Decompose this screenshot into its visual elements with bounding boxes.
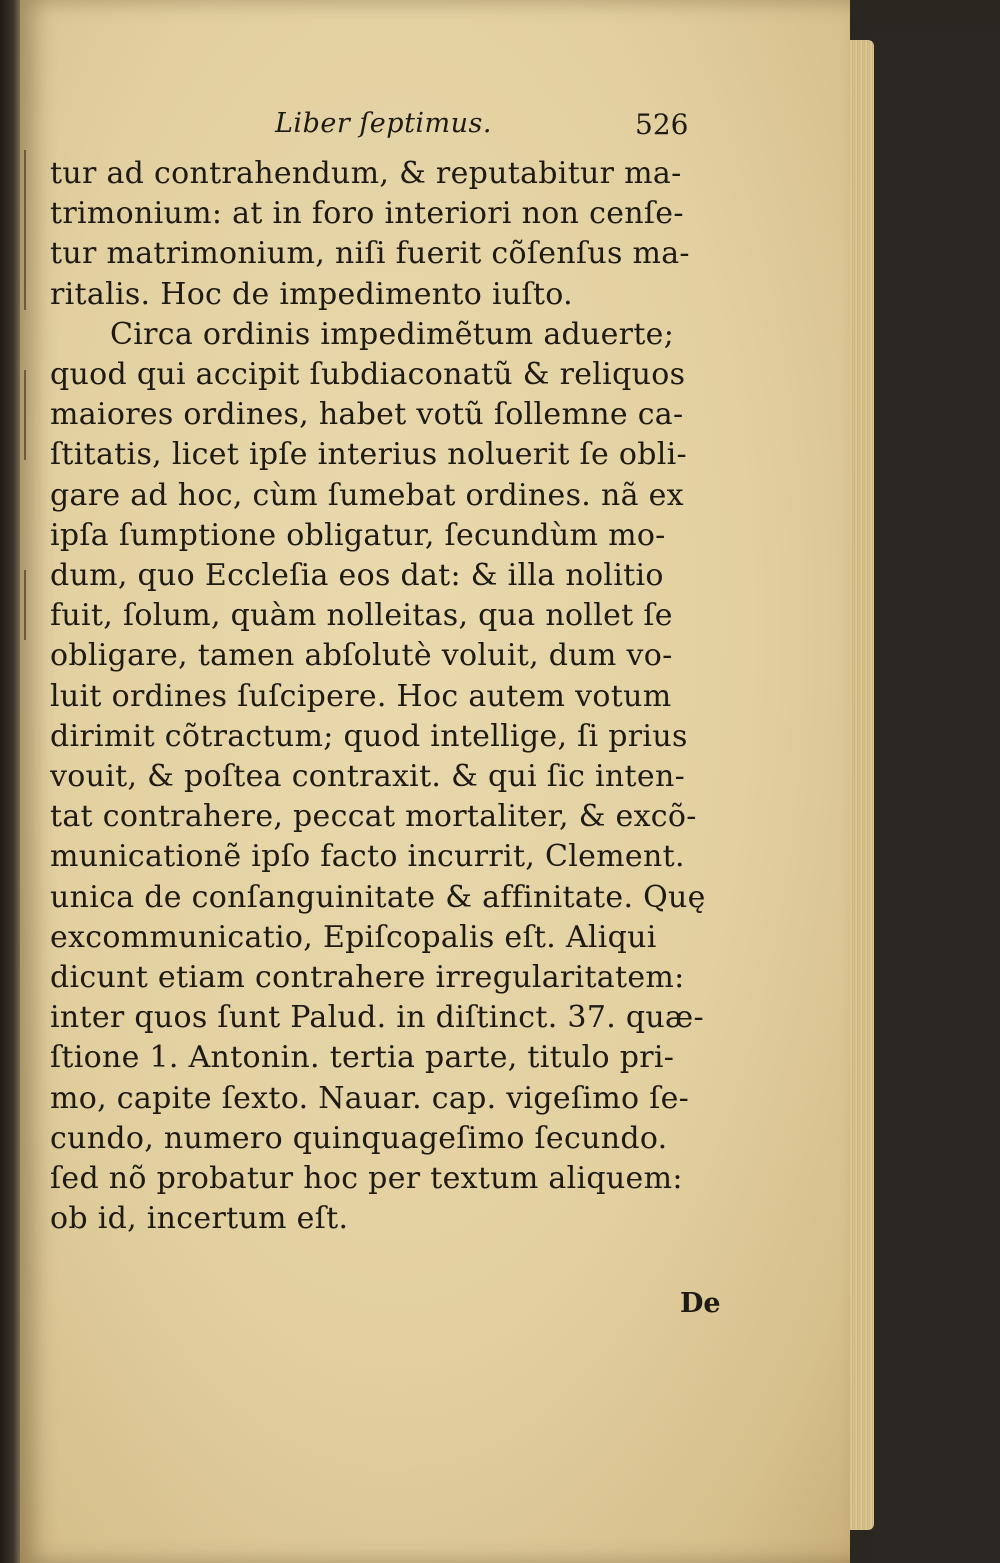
running-title: Liber ſeptimus. — [275, 108, 492, 139]
text-line: dum, quo Eccleſia eos dat: & illa nolitio — [50, 558, 664, 594]
text-line: cundo, numero quinquageſimo ſecundo. — [50, 1120, 668, 1156]
text-line: ſtione 1. Antonin. tertia parte, titulo pri- — [50, 1040, 675, 1076]
catchword: De — [680, 1288, 721, 1319]
background-shadow — [874, 30, 1000, 1563]
text-line: Circa ordinis impedimẽtum aduerte; — [110, 316, 675, 352]
text-line: obligare, tamen abſolutè voluit, dum vo- — [50, 638, 673, 674]
text-line: trimonium: at in foro interiori non cenſe- — [50, 196, 684, 232]
page-number: 526 — [635, 108, 689, 141]
page-header — [50, 108, 720, 154]
text-block — [50, 108, 720, 1239]
text-line: quod qui accipit ſubdiaconatũ & reliquos — [50, 357, 686, 393]
text-line: tur matrimonium, niſi fuerit cõſenſus ma- — [50, 236, 690, 272]
book-page — [20, 0, 850, 1563]
text-line: gare ad hoc, cùm ſumebat ordines. nã ex — [50, 477, 684, 513]
text-line: dirimit cõtractum; quod intellige, ſi prius — [50, 718, 688, 754]
text-line: vouit, & poſtea contraxit. & qui ſic inten- — [50, 759, 686, 795]
text-line: ſed nõ probatur hoc per textum aliquem: — [50, 1161, 683, 1197]
text-line: ſtitatis, licet ipſe interius noluerit ſe obli- — [50, 437, 687, 473]
text-line: tur ad contrahendum, & reputabitur ma- — [50, 156, 682, 191]
body-text — [50, 154, 720, 1239]
text-line: unica de conſanguinitate & affinitate. Quę — [50, 879, 706, 915]
margin-rule — [24, 570, 26, 640]
text-line: luit ordines ſuſcipere. Hoc autem votum — [50, 678, 672, 714]
text-line: ritalis. Hoc de impedimento iuſto. — [50, 276, 573, 312]
margin-rule — [24, 150, 26, 310]
text-line: maiores ordines, habet votũ ſollemne ca- — [50, 397, 684, 433]
text-line: ob id, incertum eſt. — [50, 1201, 349, 1237]
text-line: dicunt etiam contrahere irregularitatem: — [50, 960, 685, 996]
page-edges — [848, 40, 874, 1530]
text-line: municationẽ ipſo facto incurrit, Clement. — [50, 839, 685, 875]
text-line: mo, capite ſexto. Nauar. cap. vigeſimo ſe- — [50, 1080, 690, 1116]
text-line: inter quos ſunt Palud. in diſtinct. 37. quæ- — [50, 1000, 704, 1036]
book-binding — [0, 0, 22, 1563]
text-line: ipſa ſumptione obligatur, ſecundùm mo- — [50, 517, 666, 553]
text-line: tat contrahere, peccat mortaliter, & excõ- — [50, 799, 697, 835]
text-line: excommunicatio, Epiſcopalis eſt. Aliqui — [50, 919, 657, 955]
text-line: fuit, ſolum, quàm nolleitas, qua nollet ſe — [50, 598, 673, 634]
margin-rule — [24, 370, 26, 460]
